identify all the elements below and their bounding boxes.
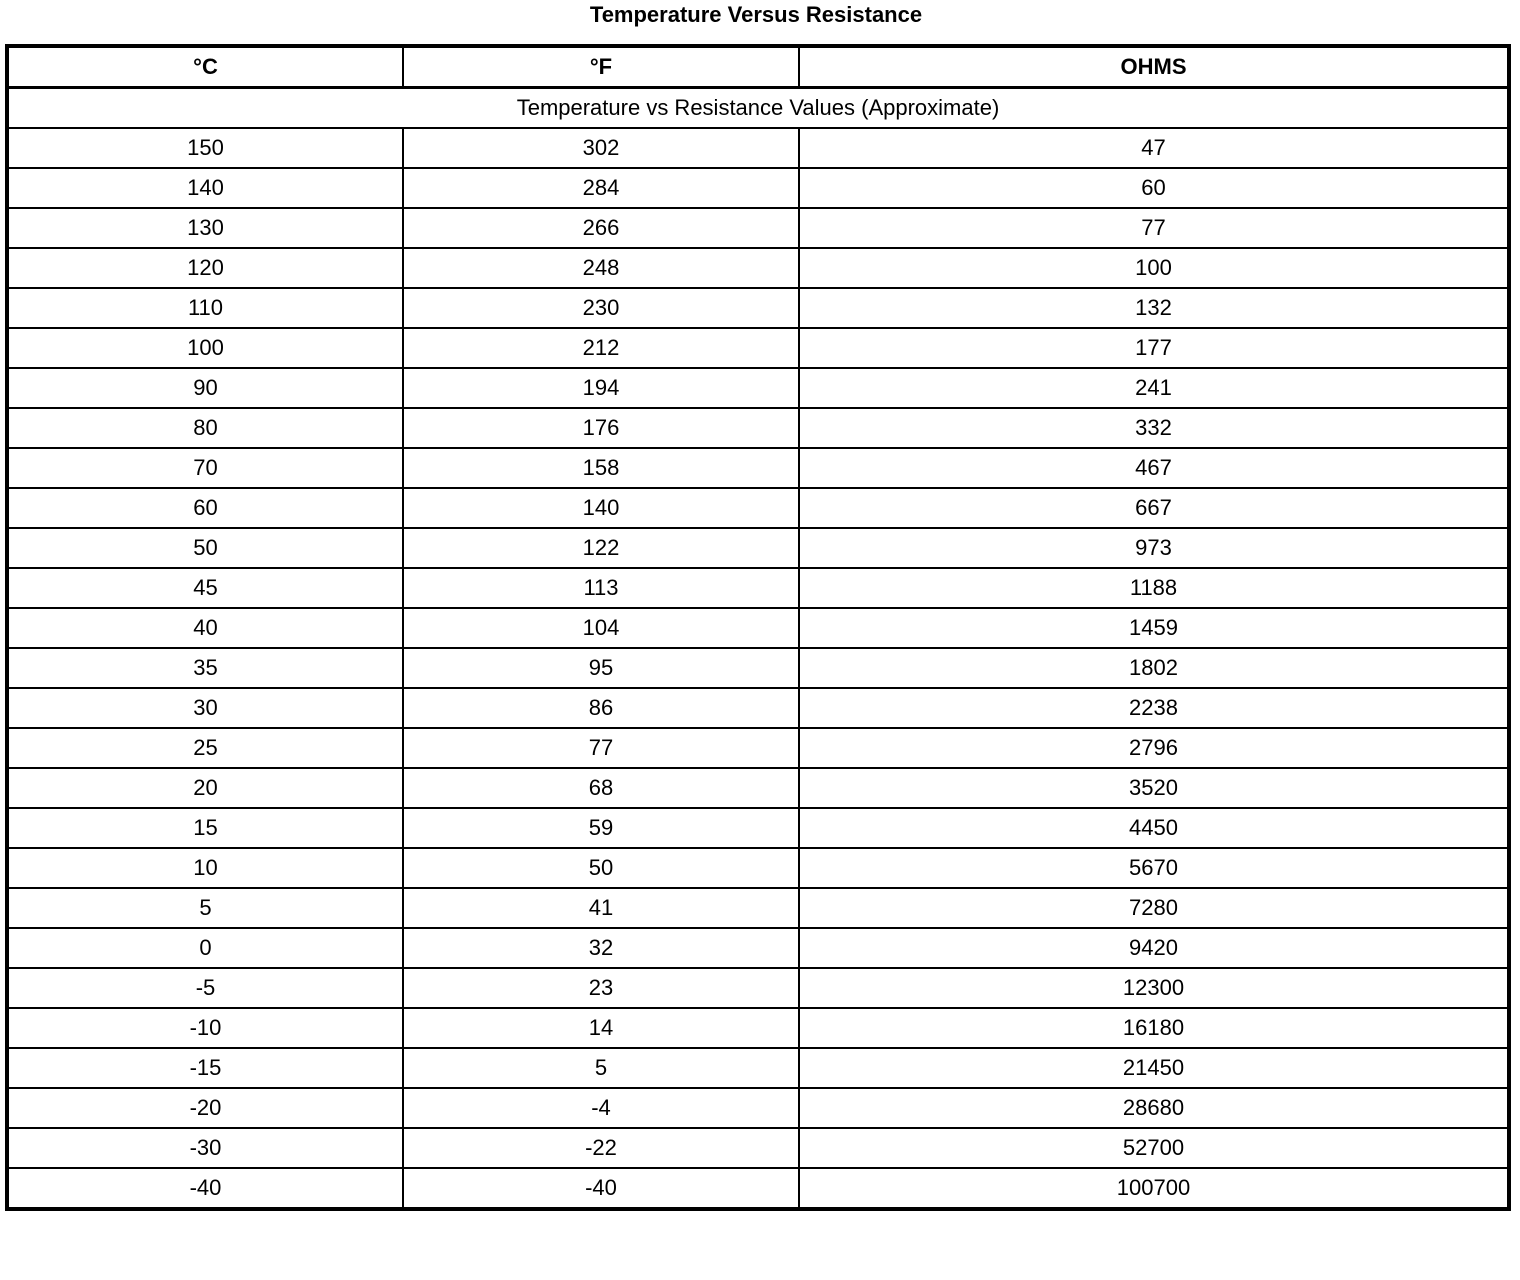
table-row [7, 328, 1509, 368]
cell-fahrenheit: 32 [403, 928, 799, 968]
cell-celsius: 0 [7, 928, 403, 968]
cell-ohms: 177 [799, 328, 1509, 368]
table-row [7, 648, 1509, 688]
cell-celsius: 140 [7, 168, 403, 208]
cell-celsius: 60 [7, 488, 403, 528]
cell-celsius: 130 [7, 208, 403, 248]
table-row [7, 448, 1509, 488]
cell-ohms: 52700 [799, 1128, 1509, 1168]
table-row [7, 368, 1509, 408]
table-row [7, 1008, 1509, 1048]
table-subtitle: Temperature vs Resistance Values (Approximate) [7, 88, 1509, 129]
table-row [7, 768, 1509, 808]
cell-ohms: 973 [799, 528, 1509, 568]
cell-fahrenheit: 95 [403, 648, 799, 688]
cell-celsius: 15 [7, 808, 403, 848]
table-row [7, 488, 1509, 528]
cell-fahrenheit: 86 [403, 688, 799, 728]
table-row [7, 888, 1509, 928]
cell-ohms: 3520 [799, 768, 1509, 808]
table-row [7, 168, 1509, 208]
table-row [7, 928, 1509, 968]
cell-celsius: 90 [7, 368, 403, 408]
cell-celsius: -30 [7, 1128, 403, 1168]
cell-celsius: 150 [7, 128, 403, 168]
cell-fahrenheit: 14 [403, 1008, 799, 1048]
cell-fahrenheit: 284 [403, 168, 799, 208]
cell-ohms: 4450 [799, 808, 1509, 848]
table-row [7, 1088, 1509, 1128]
temperature-resistance-table [5, 44, 1511, 1211]
cell-celsius: 35 [7, 648, 403, 688]
cell-ohms: 9420 [799, 928, 1509, 968]
cell-celsius: -40 [7, 1168, 403, 1209]
table-row [7, 128, 1509, 168]
header-ohms: OHMS [799, 46, 1509, 88]
cell-ohms: 1802 [799, 648, 1509, 688]
cell-celsius: 45 [7, 568, 403, 608]
cell-fahrenheit: 41 [403, 888, 799, 928]
cell-fahrenheit: 176 [403, 408, 799, 448]
cell-fahrenheit: 212 [403, 328, 799, 368]
cell-ohms: 12300 [799, 968, 1509, 1008]
table-row [7, 688, 1509, 728]
cell-ohms: 47 [799, 128, 1509, 168]
cell-fahrenheit: 158 [403, 448, 799, 488]
cell-ohms: 7280 [799, 888, 1509, 928]
cell-ohms: 5670 [799, 848, 1509, 888]
table-row [7, 1048, 1509, 1088]
cell-celsius: 5 [7, 888, 403, 928]
cell-celsius: 110 [7, 288, 403, 328]
cell-ohms: 100 [799, 248, 1509, 288]
cell-fahrenheit: -40 [403, 1168, 799, 1209]
table-row [7, 288, 1509, 328]
cell-fahrenheit: -22 [403, 1128, 799, 1168]
cell-celsius: 80 [7, 408, 403, 448]
cell-ohms: 1188 [799, 568, 1509, 608]
table-header-row [7, 46, 1509, 88]
cell-fahrenheit: 122 [403, 528, 799, 568]
cell-ohms: 60 [799, 168, 1509, 208]
cell-ohms: 16180 [799, 1008, 1509, 1048]
cell-ohms: 1459 [799, 608, 1509, 648]
cell-fahrenheit: 113 [403, 568, 799, 608]
cell-fahrenheit: 248 [403, 248, 799, 288]
cell-ohms: 132 [799, 288, 1509, 328]
cell-ohms: 2796 [799, 728, 1509, 768]
cell-celsius: 120 [7, 248, 403, 288]
cell-fahrenheit: 5 [403, 1048, 799, 1088]
cell-celsius: 40 [7, 608, 403, 648]
cell-fahrenheit: 59 [403, 808, 799, 848]
cell-fahrenheit: 23 [403, 968, 799, 1008]
cell-celsius: -5 [7, 968, 403, 1008]
table-row [7, 608, 1509, 648]
cell-ohms: 667 [799, 488, 1509, 528]
cell-ohms: 467 [799, 448, 1509, 488]
table-row [7, 208, 1509, 248]
cell-ohms: 2238 [799, 688, 1509, 728]
cell-fahrenheit: 140 [403, 488, 799, 528]
header-fahrenheit: °F [403, 46, 799, 88]
cell-celsius: 100 [7, 328, 403, 368]
table-row [7, 808, 1509, 848]
table-row [7, 848, 1509, 888]
cell-fahrenheit: -4 [403, 1088, 799, 1128]
table-row [7, 1128, 1509, 1168]
cell-celsius: 25 [7, 728, 403, 768]
table-row [7, 408, 1509, 448]
header-celsius: °C [7, 46, 403, 88]
page-title: Temperature Versus Resistance [589, 2, 923, 27]
cell-celsius: -15 [7, 1048, 403, 1088]
cell-celsius: -20 [7, 1088, 403, 1128]
cell-fahrenheit: 266 [403, 208, 799, 248]
table-row [7, 728, 1509, 768]
cell-celsius: 70 [7, 448, 403, 488]
table-subtitle-row [7, 88, 1509, 129]
cell-celsius: 50 [7, 528, 403, 568]
cell-fahrenheit: 68 [403, 768, 799, 808]
cell-ohms: 77 [799, 208, 1509, 248]
cell-ohms: 241 [799, 368, 1509, 408]
cell-fahrenheit: 302 [403, 128, 799, 168]
cell-fahrenheit: 50 [403, 848, 799, 888]
cell-ohms: 100700 [799, 1168, 1509, 1209]
table-row [7, 1168, 1509, 1209]
cell-celsius: 30 [7, 688, 403, 728]
cell-celsius: 20 [7, 768, 403, 808]
table-row [7, 248, 1509, 288]
cell-fahrenheit: 77 [403, 728, 799, 768]
table-row [7, 968, 1509, 1008]
cell-celsius: -10 [7, 1008, 403, 1048]
cell-ohms: 21450 [799, 1048, 1509, 1088]
table-row [7, 528, 1509, 568]
cell-fahrenheit: 194 [403, 368, 799, 408]
cell-ohms: 28680 [799, 1088, 1509, 1128]
table-row [7, 568, 1509, 608]
cell-celsius: 10 [7, 848, 403, 888]
cell-ohms: 332 [799, 408, 1509, 448]
cell-fahrenheit: 230 [403, 288, 799, 328]
cell-fahrenheit: 104 [403, 608, 799, 648]
